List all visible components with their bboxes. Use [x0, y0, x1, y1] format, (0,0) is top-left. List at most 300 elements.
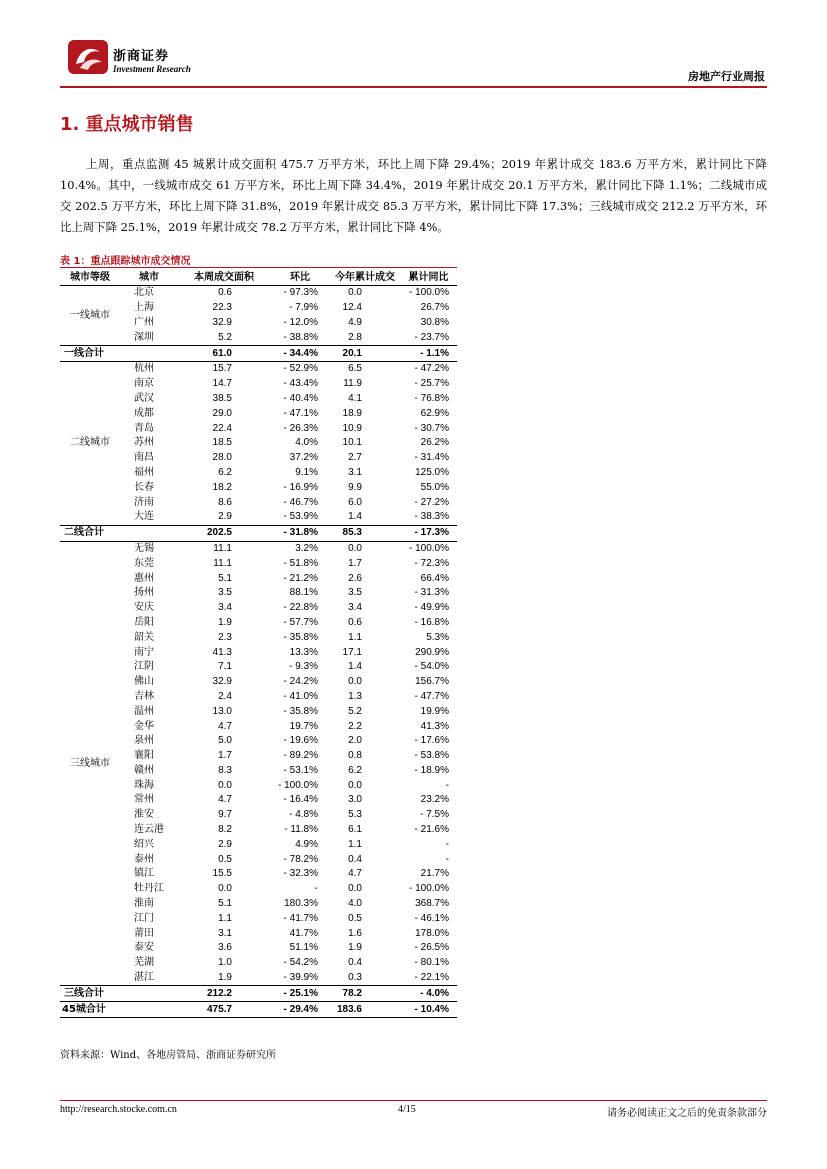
cell-ytd: 4.0 [348, 898, 362, 910]
table-row [60, 571, 457, 586]
cell-yoy: 41.3% [420, 720, 449, 732]
cell-city: 北京 [134, 287, 154, 299]
page-number: 4/15 [398, 1104, 416, 1115]
cell-city: 温州 [134, 705, 154, 717]
table-row [60, 764, 457, 779]
cell-week-area: 32.9 [212, 676, 232, 688]
cell-ytd: 1.4 [348, 511, 362, 523]
cell-wow: - 35.8% [283, 705, 318, 717]
cell-wow: - 32.3% [283, 868, 318, 880]
cell-city: 南宁 [134, 646, 154, 658]
cell-city: 南昌 [134, 452, 154, 464]
table-row [60, 734, 457, 749]
cell-week-area: 1.7 [218, 750, 232, 762]
table-row [60, 911, 457, 926]
table-row [60, 823, 457, 838]
cell-city: 泰州 [134, 853, 154, 865]
cell-week-area: 32.9 [212, 316, 232, 328]
cell-wow: 19.7% [289, 720, 318, 732]
cell-week-area: 2.3 [218, 631, 232, 643]
cell-wow: 4.0% [295, 437, 318, 449]
cell-ytd: 0.5 [348, 912, 362, 924]
cell-wow: - 40.4% [283, 392, 318, 404]
cell-wow: - 21.2% [283, 572, 318, 584]
cell-yoy: - 22.1% [414, 972, 449, 984]
table-row [60, 645, 457, 660]
header-week-area: 本周成交面积 [178, 270, 270, 286]
cell-yoy: 55.0% [420, 481, 449, 493]
cell-wow: - 11.8% [284, 824, 318, 836]
cell-city: 金华 [134, 720, 154, 732]
table-row [60, 837, 457, 852]
cell-wow: - 24.2% [283, 676, 318, 688]
cell-yoy: - 30.7% [414, 422, 449, 434]
cell-wow: 4.9% [295, 838, 318, 850]
cell-empty [120, 986, 178, 1002]
cell-week-area: 15.7 [212, 363, 232, 375]
cell-city: 江门 [134, 912, 154, 924]
cell-wow: 180.3% [284, 898, 318, 910]
cell-week-area: 7.1 [218, 661, 232, 673]
cell-wow: - 41.0% [283, 690, 318, 702]
cell-week-area: 4.7 [218, 794, 232, 806]
cell-city: 上海 [134, 302, 154, 314]
cell-wow: - 9.3% [289, 661, 318, 673]
cell-ytd: 2.8 [348, 331, 362, 343]
table-row [60, 601, 457, 616]
cell-week-area: 0.0 [218, 779, 232, 791]
table-row [60, 421, 457, 436]
brand-subtitle: Investment Research [113, 64, 191, 74]
caption-divider [60, 267, 457, 268]
cell-ytd: 6.0 [348, 496, 362, 508]
cell-ytd: 17.1 [342, 646, 362, 658]
cell-yoy: 19.9% [420, 705, 449, 717]
cell-week-area: 5.1 [218, 572, 232, 584]
table-row [60, 406, 457, 421]
cell-city: 牡丹江 [134, 883, 164, 895]
cell-ytd: 0.3 [348, 972, 362, 984]
cell-yoy: 290.9% [415, 646, 449, 658]
cell-ytd: 183.6 [330, 1002, 400, 1018]
cell-yoy: 26.7% [420, 302, 449, 314]
cell-wow: - 52.9% [283, 363, 318, 375]
cell-city: 扬州 [134, 587, 154, 599]
cell-ytd: 4.9 [348, 316, 362, 328]
cell-week-area: 11.1 [213, 542, 232, 554]
table-row [60, 436, 457, 451]
table-row [60, 704, 457, 719]
cell-wow: - 12.0% [283, 316, 318, 328]
table-row [60, 778, 457, 793]
cell-ytd: 1.1 [348, 631, 362, 643]
cell-yoy: 5.3% [426, 631, 449, 643]
cell-yoy: 178.0% [415, 927, 449, 939]
cell-week-area: 1.9 [218, 616, 232, 628]
cell-week-area: 6.2 [218, 466, 232, 478]
cell-yoy: - 17.6% [414, 735, 449, 747]
cell-week-area: 1.0 [218, 957, 232, 969]
cell-week-area: 61.0 [178, 346, 270, 362]
cell-yoy: - 31.3% [414, 587, 449, 599]
cell-wow: - 22.8% [283, 602, 318, 614]
cell-week-area: 2.4 [218, 690, 232, 702]
header-city: 城市 [120, 270, 178, 286]
cell-city: 常州 [134, 794, 154, 806]
cell-city: 福州 [134, 466, 154, 478]
cell-ytd: 1.6 [348, 927, 362, 939]
cell-ytd: 0.6 [348, 616, 362, 628]
cell-week-area: 202.5 [178, 525, 270, 541]
cell-city: 长春 [134, 481, 154, 493]
cell-week-area: 4.7 [218, 720, 232, 732]
table-row [60, 510, 457, 525]
cell-wow: - 34.4% [270, 346, 330, 362]
cell-wow: - 78.2% [283, 853, 318, 865]
cell-city: 济南 [134, 496, 154, 508]
cell-city: 连云港 [134, 824, 164, 836]
table-row [60, 466, 457, 481]
cell-wow: 88.1% [289, 587, 318, 599]
cell-ytd: 3.1 [348, 466, 362, 478]
table-row [60, 630, 457, 645]
cell-week-area: 2.9 [218, 838, 232, 850]
cell-city: 芜湖 [134, 957, 154, 969]
cell-yoy: - [445, 838, 449, 850]
source-note: 资料来源：Wind、各地房管局、浙商证券研究所 [60, 1050, 277, 1061]
cell-week-area: 475.7 [178, 1002, 270, 1018]
cell-city: 青岛 [134, 422, 154, 434]
table-row [60, 541, 457, 556]
cell-yoy: 125.0% [415, 466, 449, 478]
table-row [60, 377, 457, 392]
cell-wow: 37.2% [289, 452, 318, 464]
cell-city: 泉州 [134, 735, 154, 747]
cell-empty [120, 525, 178, 541]
cell-week-area: 2.9 [218, 511, 232, 523]
cell-ytd: 3.4 [348, 602, 362, 614]
subtotal-label: 三线合计 [60, 986, 120, 1002]
cell-week-area: 3.6 [218, 942, 232, 954]
cell-yoy: - 100.0% [408, 883, 449, 895]
cell-yoy: 66.4% [420, 572, 449, 584]
cell-city: 惠州 [134, 572, 154, 584]
cell-yoy: - 53.8% [414, 750, 449, 762]
table-header-row [60, 270, 457, 286]
report-type: 房地产行业周报 [688, 70, 765, 83]
cell-city: 东莞 [134, 557, 154, 569]
cell-ytd: 4.1 [348, 392, 362, 404]
cell-city: 珠海 [134, 779, 154, 791]
cell-ytd: 5.3 [348, 809, 362, 821]
cell-yoy: - 47.7% [414, 690, 449, 702]
cell-ytd: 2.7 [348, 452, 362, 464]
cell-city: 襄阳 [134, 750, 154, 762]
cell-yoy: - [445, 853, 449, 865]
cell-ytd: 18.9 [342, 407, 362, 419]
table-row [60, 956, 457, 971]
table-row [60, 316, 457, 331]
cell-ytd: 5.2 [348, 705, 362, 717]
cell-ytd: 1.7 [348, 557, 362, 569]
cell-wow: - 7.9% [289, 302, 318, 314]
cell-week-area: 29.0 [212, 407, 232, 419]
cell-week-area: 22.4 [212, 422, 232, 434]
cell-week-area: 0.5 [218, 853, 232, 865]
cell-city: 韶关 [134, 631, 154, 643]
cell-city: 佛山 [134, 676, 154, 688]
cell-ytd: 3.0 [348, 794, 362, 806]
cell-city: 杭州 [134, 363, 154, 375]
cell-yoy: - 38.3% [414, 511, 449, 523]
table-row [60, 480, 457, 495]
cell-ytd: 10.9 [342, 422, 362, 434]
cell-week-area: 13.0 [212, 705, 232, 717]
cell-wow: - 39.9% [283, 972, 318, 984]
cell-yoy: - 23.7% [414, 331, 449, 343]
cell-city: 广州 [134, 316, 154, 328]
cell-ytd: 0.0 [348, 779, 362, 791]
table-row [60, 749, 457, 764]
cell-week-area: 18.2 [212, 481, 232, 493]
cell-ytd: 85.3 [330, 525, 400, 541]
table-row [60, 556, 457, 571]
total-row [60, 1002, 457, 1018]
cell-week-area: 8.6 [218, 496, 232, 508]
cell-wow: 3.2% [295, 542, 318, 554]
cell-yoy: - 25.7% [414, 378, 449, 390]
subtotal-row [60, 346, 457, 362]
cell-wow: 51.1% [289, 942, 318, 954]
city-sales-table [60, 270, 457, 1018]
cell-yoy: - 76.8% [414, 392, 449, 404]
cell-city: 莆田 [134, 927, 154, 939]
cell-yoy: 156.7% [415, 676, 449, 688]
table-row [60, 719, 457, 734]
header-tier: 城市等级 [60, 270, 120, 286]
cell-city: 绍兴 [134, 838, 154, 850]
tier-label: 一线城市 [70, 309, 110, 321]
cell-yoy: 21.7% [420, 868, 449, 880]
cell-week-area: 5.0 [218, 735, 232, 747]
table-row [60, 690, 457, 705]
cell-city: 泰安 [134, 942, 154, 954]
section-paragraph: 上周，重点监测 45 城累计成交面积 475.7 万平方米，环比上周下降 29.4%；2019 年累计成交 183.6 万平方米，累计同比下降 10.4%。其中，一线城市成交 61 万平方米，环比上周下降 34.4%，2019 年累计成交 20.1 万平方米，累计同比下降 1.1%；二线城市成交 202.5 万平方米，环比上周下降 31.8%，2019 年累计成交 85.3 万平方米，累计同比下降 17.3%；三线城市成交 212.2 万平方米，环比上周下降 25.1%，2019 年累计成交 78.2 万平方米，累计同比下降 4%。 [60, 157, 767, 234]
cell-ytd: 9.9 [348, 481, 362, 493]
cell-ytd: 1.1 [348, 838, 362, 850]
cell-yoy: 62.9% [420, 407, 449, 419]
cell-ytd: 1.4 [348, 661, 362, 673]
cell-wow: - 38.8% [283, 331, 318, 343]
cell-ytd: 2.6 [348, 572, 362, 584]
cell-week-area: 0.0 [218, 883, 232, 895]
cell-yoy: - 100.0% [408, 287, 449, 299]
brand-logo-icon [66, 38, 110, 76]
cell-ytd: 0.0 [348, 542, 362, 554]
cell-ytd: 0.0 [348, 883, 362, 895]
cell-ytd: 0.0 [348, 676, 362, 688]
cell-wow: - 89.2% [283, 750, 318, 762]
footer-disclaimer: 请务必阅读正文之后的免责条款部分 [607, 1108, 767, 1119]
cell-week-area: 5.2 [218, 331, 232, 343]
header-wow: 环比 [270, 270, 330, 286]
table-row [60, 852, 457, 867]
cell-ytd: 2.2 [348, 720, 362, 732]
cell-yoy: - 80.1% [414, 957, 449, 969]
cell-wow: - 57.7% [283, 616, 318, 628]
subtotal-row [60, 986, 457, 1002]
cell-wow: - 25.1% [270, 986, 330, 1002]
cell-yoy: - 7.5% [420, 809, 449, 821]
cell-week-area: 15.5 [212, 868, 232, 880]
cell-ytd: 78.2 [330, 986, 400, 1002]
footer-divider [60, 1100, 767, 1101]
cell-wow: - 29.4% [270, 1002, 330, 1018]
cell-ytd: 0.4 [348, 853, 362, 865]
section-title: 1. 重点城市销售 [60, 114, 194, 135]
cell-week-area: 3.5 [218, 587, 232, 599]
cell-week-area: 1.9 [218, 972, 232, 984]
cell-ytd: 6.5 [348, 363, 362, 375]
cell-yoy: - 49.9% [414, 602, 449, 614]
table-row [60, 616, 457, 631]
cell-wow: - [314, 883, 318, 895]
cell-week-area: 8.2 [218, 824, 232, 836]
cell-empty [120, 1002, 178, 1018]
cell-yoy: - 4.0% [400, 986, 457, 1002]
table-row [60, 660, 457, 675]
cell-yoy: - 46.1% [414, 912, 449, 924]
cell-yoy: - 27.2% [414, 496, 449, 508]
cell-yoy: - 100.0% [408, 542, 449, 554]
cell-ytd: 0.4 [348, 957, 362, 969]
tier-label: 二线城市 [70, 437, 110, 449]
cell-yoy: 368.7% [415, 898, 449, 910]
cell-week-area: 3.4 [218, 602, 232, 614]
cell-wow: - 51.8% [283, 557, 318, 569]
cell-wow: - 43.4% [283, 378, 318, 390]
cell-city: 淮安 [134, 809, 154, 821]
cell-week-area: 41.3 [212, 646, 232, 658]
cell-ytd: 20.1 [330, 346, 400, 362]
cell-wow: - 16.4% [283, 794, 318, 806]
brand-name: 浙商证券 [113, 49, 170, 64]
cell-ytd: 0.8 [348, 750, 362, 762]
header-ytd: 今年累计成交 [330, 270, 400, 286]
cell-yoy: 30.8% [420, 316, 449, 328]
cell-empty [120, 346, 178, 362]
cell-wow: - 54.2% [283, 957, 318, 969]
cell-city: 大连 [134, 511, 154, 523]
table-row [60, 586, 457, 601]
cell-week-area: 14.7 [212, 378, 232, 390]
cell-ytd: 6.1 [348, 824, 362, 836]
cell-city: 南京 [134, 378, 154, 390]
cell-week-area: 22.3 [212, 302, 232, 314]
cell-week-area: 38.5 [212, 392, 232, 404]
cell-city: 赣州 [134, 764, 154, 776]
cell-yoy: - 26.5% [414, 942, 449, 954]
cell-yoy: - 18.9% [414, 764, 449, 776]
cell-city: 湛江 [134, 972, 154, 984]
cell-week-area: 212.2 [178, 986, 270, 1002]
cell-ytd: 1.9 [348, 942, 362, 954]
cell-city: 安庆 [134, 602, 154, 614]
table-row [60, 286, 457, 301]
cell-ytd: 10.1 [342, 437, 362, 449]
table-row [60, 867, 457, 882]
table-row [60, 451, 457, 466]
subtotal-label: 二线合计 [60, 525, 120, 541]
cell-city: 吉林 [134, 690, 154, 702]
table-row [60, 941, 457, 956]
cell-city: 苏州 [134, 437, 154, 449]
cell-yoy: - 10.4% [400, 1002, 457, 1018]
cell-city: 无锡 [134, 542, 154, 554]
cell-yoy: - [445, 779, 449, 791]
cell-wow: - 46.7% [283, 496, 318, 508]
cell-week-area: 5.1 [218, 898, 232, 910]
cell-ytd: 4.7 [348, 868, 362, 880]
cell-yoy: - 47.2% [414, 363, 449, 375]
cell-ytd: 12.4 [342, 302, 362, 314]
header-divider [60, 86, 767, 88]
table-row [60, 392, 457, 407]
table-caption: 表 1：重点跟踪城市成交情况 [60, 256, 191, 267]
cell-city: 武汉 [134, 392, 154, 404]
table-row [60, 808, 457, 823]
tier-label: 三线城市 [70, 757, 110, 769]
table-row [60, 926, 457, 941]
cell-week-area: 28.0 [212, 452, 232, 464]
cell-wow: - 41.7% [283, 912, 318, 924]
cell-week-area: 0.6 [218, 287, 232, 299]
cell-wow: 9.1% [295, 466, 318, 478]
cell-city: 淮南 [134, 898, 154, 910]
cell-wow: - 35.8% [283, 631, 318, 643]
cell-week-area: 18.5 [212, 437, 232, 449]
cell-yoy: - 72.3% [414, 557, 449, 569]
cell-yoy: - 31.4% [414, 452, 449, 464]
cell-wow: 41.7% [289, 927, 318, 939]
cell-yoy: - 17.3% [400, 525, 457, 541]
table-row [60, 361, 457, 376]
table-row [60, 301, 457, 316]
cell-ytd: 0.0 [348, 287, 362, 299]
cell-wow: - 53.9% [283, 511, 318, 523]
cell-ytd: 2.0 [348, 735, 362, 747]
footer-url[interactable]: http://research.stocke.com.cn [60, 1104, 177, 1115]
table-row [60, 675, 457, 690]
cell-wow: - 31.8% [270, 525, 330, 541]
cell-week-area: 9.7 [218, 809, 232, 821]
cell-wow: - 19.6% [283, 735, 318, 747]
cell-yoy: 23.2% [420, 794, 449, 806]
cell-wow: - 16.9% [283, 481, 318, 493]
cell-ytd: 6.2 [348, 764, 362, 776]
table-row [60, 495, 457, 510]
table-row [60, 882, 457, 897]
cell-week-area: 11.1 [213, 557, 232, 569]
header-yoy: 累计同比 [400, 270, 457, 286]
table-row [60, 971, 457, 986]
total-label: 45城合计 [60, 1002, 120, 1018]
cell-yoy: - 54.0% [414, 661, 449, 673]
cell-city: 镇江 [134, 868, 154, 880]
cell-ytd: 3.5 [348, 587, 362, 599]
table-row [60, 897, 457, 912]
cell-yoy: - 16.8% [414, 616, 449, 628]
